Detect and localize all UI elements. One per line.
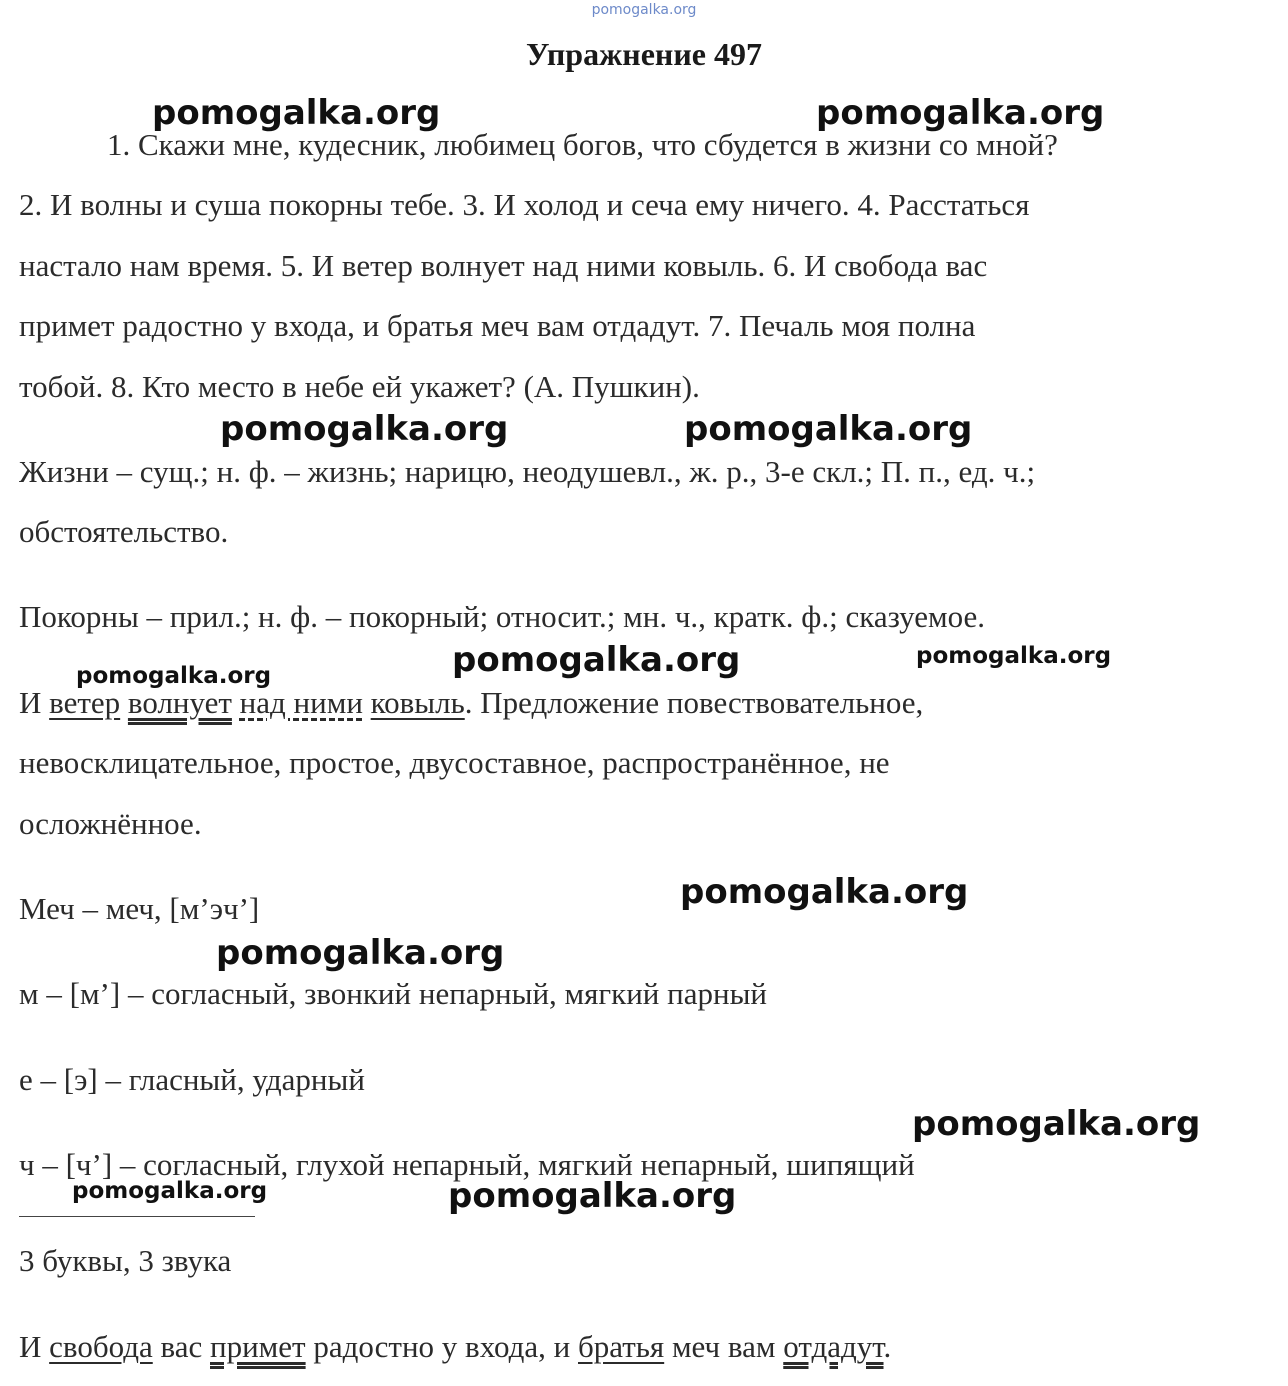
sentence-prefix: И [19,1329,50,1364]
watermark: pomogalka.org [220,409,509,449]
phonetic-header: Меч – меч, [м’эч’] [19,891,260,926]
analysis-zhizni-line-2: обстоятельство. [19,514,229,549]
space [232,685,240,720]
watermark: pomogalka.org [452,640,741,680]
predicate-word: отдадут [783,1329,884,1364]
watermark: pomogalka.org [912,1104,1201,1144]
watermark: pomogalka.org [216,933,505,973]
phonetic-summary: 3 буквы, 3 звука [19,1243,232,1278]
sentence-prefix: И [19,685,50,720]
exercise-line-2: 2. И волны и суша покорны тебе. 3. И холод и сеча ему ничего. 4. Расстаться [19,187,1030,222]
subject-word: братья [578,1329,665,1364]
subject-word: свобода [49,1329,153,1364]
summary-divider [19,1216,255,1217]
predicate-word: примет [210,1329,306,1364]
exercise-line-1: 1. Скажи мне, кудесник, любимец богов, что сбудется в жизни со мной? [107,127,1058,162]
watermark: pomogalka.org [76,663,272,689]
watermark: pomogalka.org [916,643,1112,669]
sentence-svoboda [19,1316,1269,1377]
watermark: pomogalka.org [448,1176,737,1216]
analysis-pokorny: Покорны – прил.; н. ф. – покорный; относит.; мн. ч., кратк. ф.; сказуемое. [19,599,986,634]
predicate-word: волнует [127,685,232,720]
page-title: Упражнение 497 [525,36,762,72]
phonetic-e: е – [э] – гласный, ударный [19,1062,365,1097]
sentence-part: радостно у входа, и [305,1329,578,1364]
sentence-veter-cont-1: невосклицательное, простое, двусоставное, распространённое, не [19,745,890,780]
exercise-line-5: тобой. 8. Кто место в небе ей укажет? (А. Пушкин). [19,369,700,404]
space [120,685,128,720]
sentence-end: . [883,1329,892,1364]
watermark: pomogalka.org [72,1178,268,1204]
space [363,685,371,720]
sentence-part: меч вам [664,1329,784,1364]
exercise-line-4: примет радостно у входа, и братья меч вам отдадут. 7. Печаль моя полна [19,308,976,343]
sentence-rest: . Предложение повествовательное, [464,685,924,720]
sentence-veter-cont-2: осложнённое. [19,806,202,841]
watermark: pomogalka.org [684,409,973,449]
watermark: pomogalka.org [680,872,969,912]
phonetic-ch: ч – [ч’] – согласный, глухой непарный, мягкий непарный, шипящий [19,1147,915,1182]
analysis-zhizni-line-1: Жизни – сущ.; н. ф. – жизнь; нарицю, неодушевл., ж. р., 3-е скл.; П. п., ед. ч.; [19,454,1036,489]
adverbial-phrase: над ними [239,685,363,720]
top-watermark: pomogalka.org [591,2,697,18]
watermark: pomogalka.org [816,93,1105,133]
watermark: pomogalka.org [152,93,441,133]
subject-word: ветер [49,685,121,720]
subject-word: ковыль [370,685,465,720]
phonetic-m: м – [м’] – согласный, звонкий непарный, мягкий парный [19,976,767,1011]
exercise-line-3: настало нам время. 5. И ветер волнует над ними ковыль. 6. И свобода вас [19,248,988,283]
sentence-part: вас [152,1329,210,1364]
